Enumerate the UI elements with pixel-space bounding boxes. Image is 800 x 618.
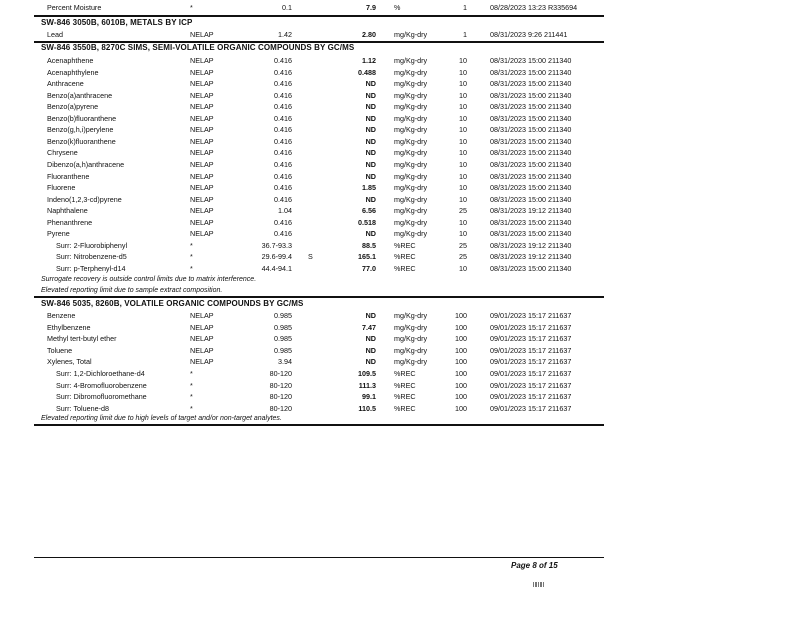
- units: mg/Kg-dry: [394, 206, 428, 216]
- reporting-limit: 1.04: [278, 206, 292, 216]
- method-cert: NELAP: [190, 79, 214, 89]
- dilution-factor: 10: [459, 229, 467, 239]
- reporting-limit: 0.416: [274, 79, 292, 89]
- table-row: [0, 101, 800, 112]
- units: %: [394, 3, 401, 12]
- reporting-limit: 0.416: [274, 183, 292, 193]
- reporting-limit: 0.416: [274, 125, 292, 135]
- analyzed-date: 08/31/2023 15:00 211340: [490, 136, 572, 146]
- reporting-limit: 80-120: [269, 380, 292, 390]
- barcode-mark: [533, 580, 545, 588]
- dilution-factor: 10: [459, 217, 467, 227]
- method-cert: NELAP: [190, 148, 214, 158]
- analyte-name: Fluoranthene: [47, 171, 90, 181]
- method-cert: *: [190, 3, 193, 12]
- table-row: [0, 391, 800, 402]
- analyzed-date: 08/31/2023 15:00 211340: [490, 159, 572, 169]
- dilution-factor: 10: [459, 79, 467, 89]
- reporting-limit: 80-120: [269, 403, 292, 413]
- section-note: Elevated reporting limit due to high levels of target and/or non-target analytes.: [41, 415, 282, 422]
- qualifier: S: [308, 252, 313, 262]
- result-value: ND: [365, 79, 376, 89]
- dilution-factor: 10: [459, 113, 467, 123]
- reporting-limit: 29.6-99.4: [261, 252, 292, 262]
- method-cert: NELAP: [190, 183, 214, 193]
- analyzed-date: 09/01/2023 15:17 211637: [490, 311, 572, 320]
- units: mg/Kg-dry: [394, 90, 428, 100]
- table-row: [0, 113, 800, 124]
- units: mg/Kg-dry: [394, 125, 428, 135]
- analyte-name: Surr: Toluene-d8: [56, 403, 110, 413]
- table-row: [0, 171, 800, 182]
- result-value: 7.47: [362, 322, 376, 332]
- reporting-limit: 1.42: [278, 30, 292, 39]
- dilution-factor: 100: [455, 392, 467, 402]
- reporting-limit: 80-120: [269, 392, 292, 402]
- dilution-factor: 100: [455, 322, 467, 332]
- units: mg/Kg-dry: [394, 30, 428, 39]
- result-value: 1.85: [362, 183, 376, 193]
- reporting-limit: 0.985: [274, 322, 292, 332]
- analyte-name: Toluene: [47, 345, 73, 355]
- reporting-limit: 0.416: [274, 171, 292, 181]
- units: mg/Kg-dry: [394, 56, 428, 65]
- result-value: 6.56: [362, 206, 376, 216]
- analyte-name: Ethylbenzene: [47, 322, 91, 332]
- method-cert: NELAP: [190, 113, 214, 123]
- result-value: 77.0: [362, 263, 376, 273]
- section-note: Elevated reporting limit due to sample extract composition.: [41, 287, 223, 294]
- result-value: 1.12: [362, 56, 376, 65]
- analyzed-date: 08/31/2023 15:00 211340: [490, 229, 572, 239]
- table-row: [0, 322, 800, 333]
- method-cert: NELAP: [190, 194, 214, 204]
- result-value: 2.80: [362, 30, 376, 39]
- section-title: SW-846 3050B, 6010B, METALS BY ICP: [41, 18, 193, 27]
- analyte-name: Surr: Dibromofluoromethane: [56, 392, 147, 402]
- method-cert: NELAP: [190, 322, 214, 332]
- analyzed-date: 09/01/2023 15:17 211637: [490, 322, 572, 332]
- analyte-name: Pyrene: [47, 229, 70, 239]
- analyzed-date: 08/31/2023 9:26 211441: [490, 30, 568, 39]
- method-cert: *: [190, 380, 193, 390]
- analyzed-date: 08/31/2023 15:00 211340: [490, 79, 572, 89]
- reporting-limit: 0.416: [274, 136, 292, 146]
- analyte-name: Xylenes, Total: [47, 357, 92, 367]
- table-row: [0, 147, 800, 158]
- analyte-name: Indeno(1,2,3-cd)pyrene: [47, 194, 122, 204]
- analyte-name: Methyl tert-butyl ether: [47, 334, 117, 344]
- units: mg/Kg-dry: [394, 183, 428, 193]
- analyzed-date: 09/01/2023 15:17 211637: [490, 334, 572, 344]
- section-title: SW-846 3550B, 8270C SIMS, SEMI-VOLATILE ORGANIC COMPOUNDS BY GC/MS: [41, 43, 355, 52]
- analyte-name: Surr: 1,2-Dichloroethane-d4: [56, 369, 145, 378]
- dilution-factor: 10: [459, 194, 467, 204]
- analyzed-date: 08/31/2023 15:00 211340: [490, 194, 572, 204]
- table-row: [0, 124, 800, 135]
- result-value: ND: [365, 159, 376, 169]
- table-row: [0, 368, 800, 379]
- dilution-factor: 100: [455, 403, 467, 413]
- table-row: [0, 194, 800, 205]
- analyzed-date: 09/01/2023 15:17 211637: [490, 380, 572, 390]
- units: mg/Kg-dry: [394, 159, 428, 169]
- units: %REC: [394, 240, 416, 250]
- reporting-limit: 0.416: [274, 148, 292, 158]
- analyzed-date: 08/31/2023 19:12 211340: [490, 252, 572, 262]
- table-row: [0, 90, 800, 101]
- units: mg/Kg-dry: [394, 171, 428, 181]
- page-number: Page 8 of 15: [511, 561, 558, 570]
- reporting-limit: 0.1: [282, 3, 292, 12]
- result-value: ND: [365, 136, 376, 146]
- analyte-name: Acenaphthene: [47, 56, 94, 65]
- reporting-limit: 0.416: [274, 194, 292, 204]
- method-cert: NELAP: [190, 357, 214, 367]
- method-cert: *: [190, 392, 193, 402]
- table-row: [0, 345, 800, 356]
- table-row: [0, 251, 800, 262]
- section-divider: [34, 15, 604, 17]
- analyte-name: Phenanthrene: [47, 217, 93, 227]
- result-value: ND: [365, 345, 376, 355]
- reporting-limit: 0.985: [274, 334, 292, 344]
- reporting-limit: 0.985: [274, 311, 292, 320]
- analyzed-date: 08/31/2023 15:00 211340: [490, 263, 572, 273]
- method-cert: NELAP: [190, 90, 214, 100]
- analyte-name: Benzo(g,h,i)perylene: [47, 125, 114, 135]
- analyte-name: Surr: 4-Bromofluorobenzene: [56, 380, 147, 390]
- result-value: ND: [365, 102, 376, 112]
- units: %REC: [394, 380, 416, 390]
- method-cert: NELAP: [190, 334, 214, 344]
- analyzed-date: 08/31/2023 15:00 211340: [490, 217, 572, 227]
- dilution-factor: 25: [459, 206, 467, 216]
- result-value: ND: [365, 125, 376, 135]
- result-value: 7.9: [366, 3, 376, 12]
- dilution-factor: 10: [459, 56, 467, 65]
- analyzed-date: 08/31/2023 15:00 211340: [490, 171, 572, 181]
- dilution-factor: 100: [455, 311, 467, 320]
- analyte-name: Surr: p-Terphenyl-d14: [56, 263, 126, 273]
- method-cert: NELAP: [190, 56, 214, 65]
- units: mg/Kg-dry: [394, 67, 428, 77]
- dilution-factor: 10: [459, 148, 467, 158]
- dilution-factor: 25: [459, 252, 467, 262]
- reporting-limit: 0.416: [274, 67, 292, 77]
- method-cert: *: [190, 240, 193, 250]
- table-row: [0, 403, 800, 414]
- dilution-factor: 1: [463, 30, 467, 39]
- units: mg/Kg-dry: [394, 229, 428, 239]
- result-value: ND: [365, 113, 376, 123]
- units: mg/Kg-dry: [394, 311, 428, 320]
- units: %REC: [394, 263, 416, 273]
- reporting-limit: 80-120: [269, 369, 292, 378]
- analyzed-date: 09/01/2023 15:17 211637: [490, 369, 572, 378]
- table-row: [0, 136, 800, 147]
- table-row: [0, 67, 800, 78]
- method-cert: *: [190, 403, 193, 413]
- table-row: [0, 217, 800, 228]
- analyzed-date: 08/31/2023 19:12 211340: [490, 240, 572, 250]
- table-row: [0, 55, 800, 66]
- table-row: [0, 182, 800, 193]
- dilution-factor: 10: [459, 159, 467, 169]
- dilution-factor: 10: [459, 102, 467, 112]
- result-value: ND: [365, 148, 376, 158]
- dilution-factor: 100: [455, 380, 467, 390]
- result-value: 165.1: [358, 252, 376, 262]
- reporting-limit: 3.94: [278, 357, 292, 367]
- section-divider: [34, 296, 604, 298]
- analyte-name: Percent Moisture: [47, 3, 102, 12]
- method-cert: NELAP: [190, 217, 214, 227]
- method-cert: NELAP: [190, 136, 214, 146]
- method-cert: *: [190, 369, 193, 378]
- reporting-limit: 0.985: [274, 345, 292, 355]
- reporting-limit: 0.416: [274, 102, 292, 112]
- dilution-factor: 10: [459, 90, 467, 100]
- table-row: [0, 228, 800, 239]
- reporting-limit: 36.7-93.3: [261, 240, 292, 250]
- units: mg/Kg-dry: [394, 102, 428, 112]
- method-cert: *: [190, 263, 193, 273]
- method-cert: NELAP: [190, 229, 214, 239]
- analyzed-date: 08/31/2023 15:00 211340: [490, 67, 572, 77]
- analyzed-date: 08/31/2023 15:00 211340: [490, 102, 572, 112]
- table-row: [0, 356, 800, 367]
- reporting-limit: 0.416: [274, 90, 292, 100]
- analyte-name: Chrysene: [47, 148, 78, 158]
- analyte-name: Benzo(k)fluoranthene: [47, 136, 116, 146]
- units: mg/Kg-dry: [394, 79, 428, 89]
- units: mg/Kg-dry: [394, 113, 428, 123]
- analyte-name: Fluorene: [47, 183, 76, 193]
- method-cert: NELAP: [190, 30, 214, 39]
- footer-divider: [34, 557, 604, 558]
- units: mg/Kg-dry: [394, 357, 428, 367]
- analyzed-date: 08/31/2023 19:12 211340: [490, 206, 572, 216]
- section-divider: [34, 424, 604, 426]
- method-cert: NELAP: [190, 159, 214, 169]
- table-row: [0, 78, 800, 89]
- units: %REC: [394, 369, 416, 378]
- table-row: [0, 159, 800, 170]
- table-row: [0, 333, 800, 344]
- units: mg/Kg-dry: [394, 217, 428, 227]
- analyte-name: Benzo(a)anthracene: [47, 90, 113, 100]
- result-value: 111.3: [358, 380, 376, 390]
- result-value: 0.488: [358, 67, 376, 77]
- units: %REC: [394, 252, 416, 262]
- result-value: ND: [365, 229, 376, 239]
- units: mg/Kg-dry: [394, 345, 428, 355]
- dilution-factor: 100: [455, 334, 467, 344]
- analyte-name: Anthracene: [47, 79, 84, 89]
- section-note: Surrogate recovery is outside control limits due to matrix interference.: [41, 276, 257, 283]
- units: mg/Kg-dry: [394, 194, 428, 204]
- dilution-factor: 10: [459, 136, 467, 146]
- dilution-factor: 10: [459, 125, 467, 135]
- result-value: ND: [365, 90, 376, 100]
- analyzed-date: 08/31/2023 15:00 211340: [490, 90, 572, 100]
- analyzed-date: 08/31/2023 15:00 211340: [490, 183, 572, 193]
- dilution-factor: 10: [459, 263, 467, 273]
- method-cert: NELAP: [190, 311, 214, 320]
- analyzed-date: 09/01/2023 15:17 211637: [490, 345, 572, 355]
- dilution-factor: 100: [455, 369, 467, 378]
- method-cert: NELAP: [190, 102, 214, 112]
- result-value: ND: [365, 357, 376, 367]
- table-row: [0, 2, 800, 13]
- analyte-name: Benzene: [47, 311, 76, 320]
- analyte-name: Acenaphthylene: [47, 67, 99, 77]
- analyte-name: Surr: 2-Fluorobiphenyl: [56, 240, 128, 250]
- reporting-limit: 0.416: [274, 229, 292, 239]
- analyzed-date: 08/28/2023 13:23 R335694: [490, 3, 578, 12]
- table-row: [0, 310, 800, 321]
- dilution-factor: 25: [459, 240, 467, 250]
- table-row: [0, 263, 800, 274]
- units: mg/Kg-dry: [394, 334, 428, 344]
- analyte-name: Naphthalene: [47, 206, 88, 216]
- result-value: 109.5: [358, 369, 376, 378]
- result-value: 110.5: [358, 403, 376, 413]
- reporting-limit: 0.416: [274, 113, 292, 123]
- analyte-name: Benzo(a)pyrene: [47, 102, 99, 112]
- dilution-factor: 1: [463, 3, 467, 12]
- method-cert: NELAP: [190, 345, 214, 355]
- result-value: ND: [365, 334, 376, 344]
- analyzed-date: 09/01/2023 15:17 211637: [490, 403, 572, 413]
- analyte-name: Surr: Nitrobenzene-d5: [56, 252, 127, 262]
- result-value: ND: [365, 194, 376, 204]
- analyte-name: Dibenzo(a,h)anthracene: [47, 159, 125, 169]
- units: mg/Kg-dry: [394, 136, 428, 146]
- analyzed-date: 08/31/2023 15:00 211340: [490, 56, 572, 65]
- reporting-limit: 0.416: [274, 217, 292, 227]
- method-cert: NELAP: [190, 67, 214, 77]
- units: mg/Kg-dry: [394, 148, 428, 158]
- reporting-limit: 44.4-94.1: [261, 263, 292, 273]
- analyzed-date: 08/31/2023 15:00 211340: [490, 148, 572, 158]
- units: %REC: [394, 392, 416, 402]
- reporting-limit: 0.416: [274, 56, 292, 65]
- dilution-factor: 10: [459, 183, 467, 193]
- reporting-limit: 0.416: [274, 159, 292, 169]
- analyte-name: Benzo(b)fluoranthene: [47, 113, 117, 123]
- result-value: ND: [365, 171, 376, 181]
- section-title: SW-846 5035, 8260B, VOLATILE ORGANIC COMPOUNDS BY GC/MS: [41, 299, 304, 308]
- result-value: ND: [365, 311, 376, 320]
- table-row: [0, 380, 800, 391]
- table-row: [0, 205, 800, 216]
- method-cert: NELAP: [190, 125, 214, 135]
- dilution-factor: 100: [455, 345, 467, 355]
- table-row: [0, 29, 800, 40]
- result-value: 88.5: [362, 240, 376, 250]
- method-cert: *: [190, 252, 193, 262]
- analyzed-date: 08/31/2023 15:00 211340: [490, 113, 572, 123]
- method-cert: NELAP: [190, 206, 214, 216]
- method-cert: NELAP: [190, 171, 214, 181]
- dilution-factor: 10: [459, 67, 467, 77]
- analyzed-date: 08/31/2023 15:00 211340: [490, 125, 572, 135]
- result-value: 0.518: [358, 217, 376, 227]
- units: %REC: [394, 403, 416, 413]
- dilution-factor: 10: [459, 171, 467, 181]
- table-row: [0, 240, 800, 251]
- units: mg/Kg-dry: [394, 322, 428, 332]
- analyte-name: Lead: [47, 30, 63, 39]
- analyzed-date: 09/01/2023 15:17 211637: [490, 392, 572, 402]
- result-value: 99.1: [362, 392, 376, 402]
- dilution-factor: 100: [455, 357, 467, 367]
- analyzed-date: 09/01/2023 15:17 211637: [490, 357, 572, 367]
